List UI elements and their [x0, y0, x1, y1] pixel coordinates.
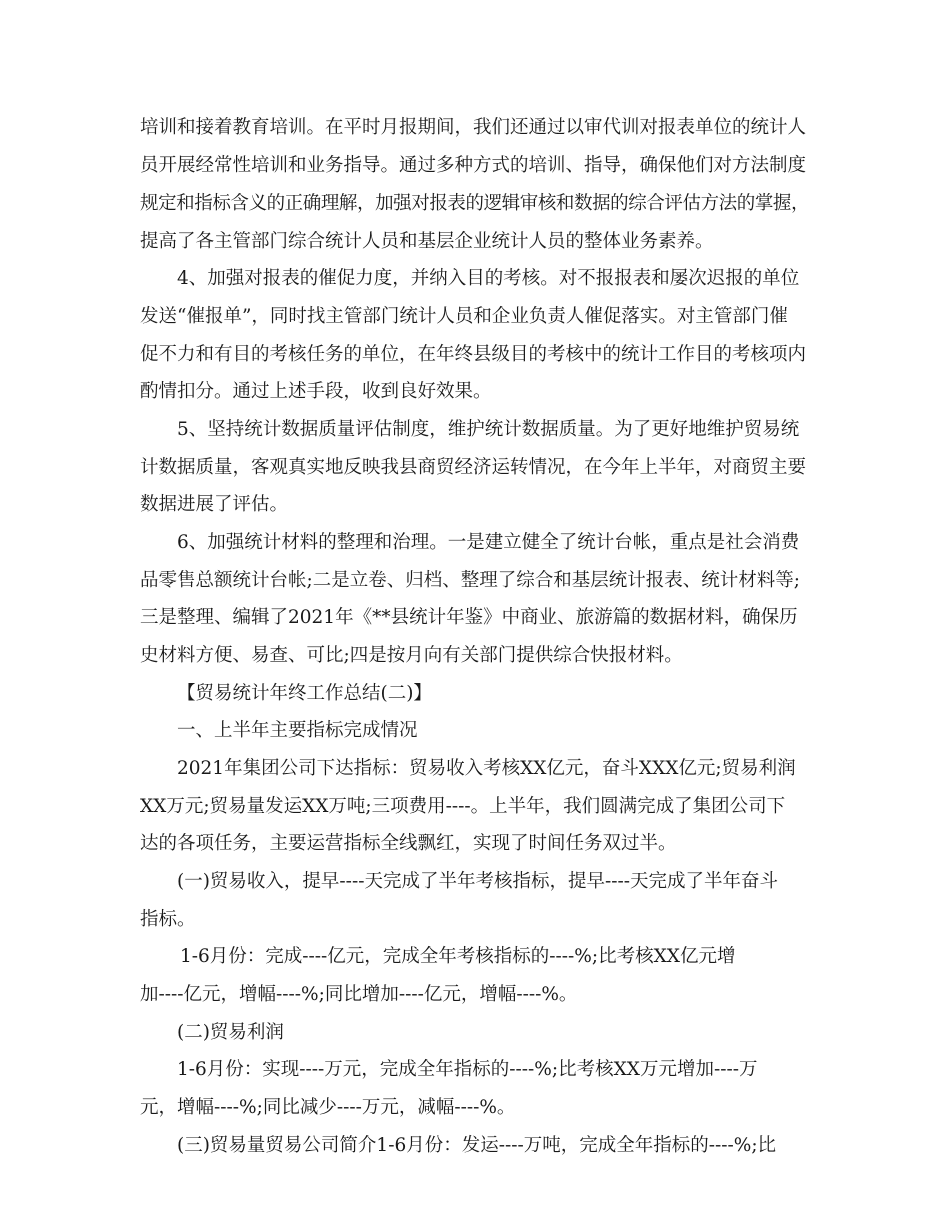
body-text-line: 酌情扣分。通过上述手段，收到良好效果。 [140, 381, 492, 402]
body-text-line: 数据进展了评估。 [140, 494, 289, 515]
body-text-line: 6、加强统计材料的整理和治理。一是建立健全了统计台帐，重点是社会消费 [177, 532, 800, 553]
body-text-line: 史材料方便、易查、可比;四是按月向有关部门提供综合快报材料。 [140, 645, 683, 666]
body-text-line: 发送“催报单”，同时找主管部门统计人员和企业负责人催促落实。对主管部门催 [140, 306, 788, 327]
body-text-line: 5、坚持统计数据质量评估制度，维护统计数据质量。为了更好地维护贸易统 [177, 419, 800, 440]
body-text-line: 元，增幅----%;同比减少----万元，减幅----%。 [140, 1097, 516, 1118]
body-text-line: 员开展经常性培训和业务指导。通过多种方式的培训、指导，确保他们对方法制度 [140, 155, 807, 176]
body-text-line: 4、加强对报表的催促力度，并纳入目的考核。对不报报表和屡次迟报的单位 [177, 268, 800, 289]
body-text-line: 1-6月份：实现----万元，完成全年指标的----%;比考核XX万元增加----万 [177, 1059, 758, 1080]
sub-heading: 一、上半年主要指标完成情况 [177, 720, 418, 741]
body-text-line: 加----亿元，增幅----%;同比增加----亿元，增幅----%。 [140, 984, 578, 1005]
body-text-line: 品零售总额统计台帐;二是立卷、归档、整理了综合和基层统计报表、统计材料等; [140, 570, 800, 591]
body-text-line: 2021年集团公司下达指标：贸易收入考核XX亿元，奋斗XXX亿元;贸易利润 [177, 758, 796, 779]
body-text-line: 计数据质量，客观真实地反映我县商贸经济运转情况，在今年上半年，对商贸主要 [140, 457, 807, 478]
body-text-line: 促不力和有目的考核任务的单位，在年终县级目的考核中的统计工作目的考核项内 [140, 344, 807, 365]
body-text-line: (一)贸易收入，提早----天完成了半年考核指标，提早----天完成了半年奋斗 [177, 871, 778, 892]
body-text-line: (三)贸易量贸易公司简介1-6月份：发运----万吨，完成全年指标的----%;比 [177, 1135, 777, 1156]
body-text-line: 指标。 [140, 909, 196, 930]
body-text-line: XX万元;贸易量发运XX万吨;三项费用----。上半年，我们圆满完成了集团公司下 [140, 796, 786, 817]
body-text-line: 培训和接着教育培训。在平时月报期间，我们还通过以审代训对报表单位的统计人 [140, 117, 807, 138]
body-text-line: 达的各项任务，主要运营指标全线飘红，实现了时间任务双过半。 [140, 833, 677, 854]
sub-heading: (二)贸易利润 [177, 1022, 284, 1043]
body-text-line: 规定和指标含义的正确理解，加强对报表的逻辑审核和数据的综合评估方法的掌握， [140, 193, 810, 214]
body-text-line: 1-6月份：完成----亿元，完成全年考核指标的----%;比考核XX亿元增 [180, 946, 736, 967]
section-heading: 【贸易统计年终工作总结(二)】 [177, 683, 432, 704]
body-text-line: 提高了各主管部门综合统计人员和基层企业统计人员的整体业务素养。 [140, 231, 714, 252]
body-text-line: 三是整理、编辑了2021年《**县统计年鉴》中商业、旅游篇的数据材料，确保历 [140, 607, 798, 628]
